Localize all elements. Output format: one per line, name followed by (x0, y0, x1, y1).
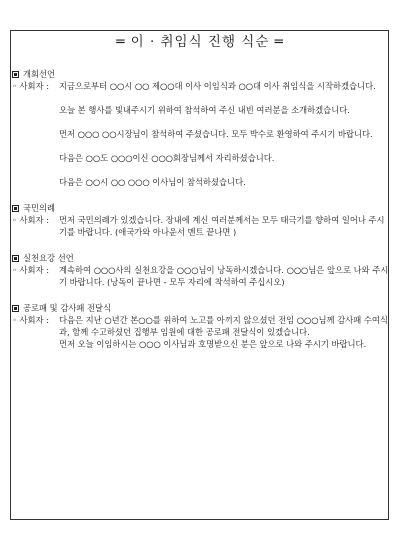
document-body (12, 68, 392, 350)
section-declaration (12, 252, 392, 288)
section-heading (12, 68, 392, 80)
square-bullet-icon (12, 71, 19, 78)
section-opening (12, 68, 392, 188)
section-heading-label: 개회선언 (23, 69, 56, 79)
paragraph: 계속하여 ○○○사의 실천요강을 ○○○님이 낭독하시겠습니다. ○○○님은 앞으로 나와 주시기 바랍니다. (낭독이 끝나면 - 모두 자리에 착석하여 주십시오) (59, 265, 389, 287)
section-heading-label: 국민의례 (23, 203, 56, 213)
section-heading (12, 252, 392, 264)
speaker-row (12, 214, 392, 238)
speaker-row (12, 80, 392, 188)
paragraph: 오늘 본 행사를 빛내주시기 위하여 참석하여 주신 내빈 여러분을 소개하겠습니다. (59, 105, 350, 115)
speaker-label: ◦ 사회자 : (12, 81, 50, 91)
speaker-label: ◦ 사회자 : (12, 265, 50, 275)
section-heading-label: 실천요강 선언 (23, 253, 74, 263)
paragraph: 다음은 지난 ○년간 본○○를 위하여 노고를 아끼지 않으셨던 전임 ○○○님께 감사패 수여식과, 함께 수고하셨던 집행부 임원에 대한 공로패 전달식이 있겠습니다. (59, 315, 388, 337)
speaker-label: ◦ 사회자 : (12, 215, 50, 225)
square-bullet-icon (12, 255, 19, 262)
paragraph: 먼저 오늘 이임하시는 ○○○ 이사님과 호명받으신 분은 앞으로 나와 주시기 바랍니다. (59, 339, 367, 349)
speaker-label: ◦ 사회자 : (12, 315, 50, 325)
speech-text (59, 314, 392, 350)
section-heading (12, 302, 392, 314)
page-title: ═ 이 · 취임식 진행 식순 ═ (116, 34, 284, 50)
speech-text (59, 80, 392, 188)
section-heading-label: 공로패 및 감사패 전달식 (23, 303, 112, 313)
paragraph: 먼저 국민의례가 있겠습니다. 장내에 계신 여러분께서는 모두 태극기를 향하여 일어나 주시기를 바랍니다. (애국가와 아나운서 멘트 끝나면 ) (59, 215, 385, 237)
paragraph: 다음은 ○○도 ○○○이신 ○○○회장님께서 자리하셨습니다. (59, 153, 275, 163)
section-national-ceremony (12, 202, 392, 238)
speaker-row (12, 314, 392, 350)
speech-text (59, 264, 392, 288)
square-bullet-icon (12, 205, 19, 212)
speaker-row (12, 264, 392, 288)
paragraph: 먼저 ○○○ ○○시장님이 참석하여 주셨습니다. 모두 박수로 환영하여 주시기 바랍니다. (59, 129, 373, 139)
section-heading (12, 202, 392, 214)
speech-text (59, 214, 392, 238)
section-award (12, 302, 392, 350)
paragraph: 지금으로부터 ○○시 ○○ 제○○대 이사 이임식과 ○○대 이사 취임식을 시작하겠습니다. (59, 81, 376, 91)
paragraph: 다음은 ○○시 ○○ ○○○ 이사님이 참석하셨습니다. (59, 177, 246, 187)
square-bullet-icon (12, 305, 19, 312)
